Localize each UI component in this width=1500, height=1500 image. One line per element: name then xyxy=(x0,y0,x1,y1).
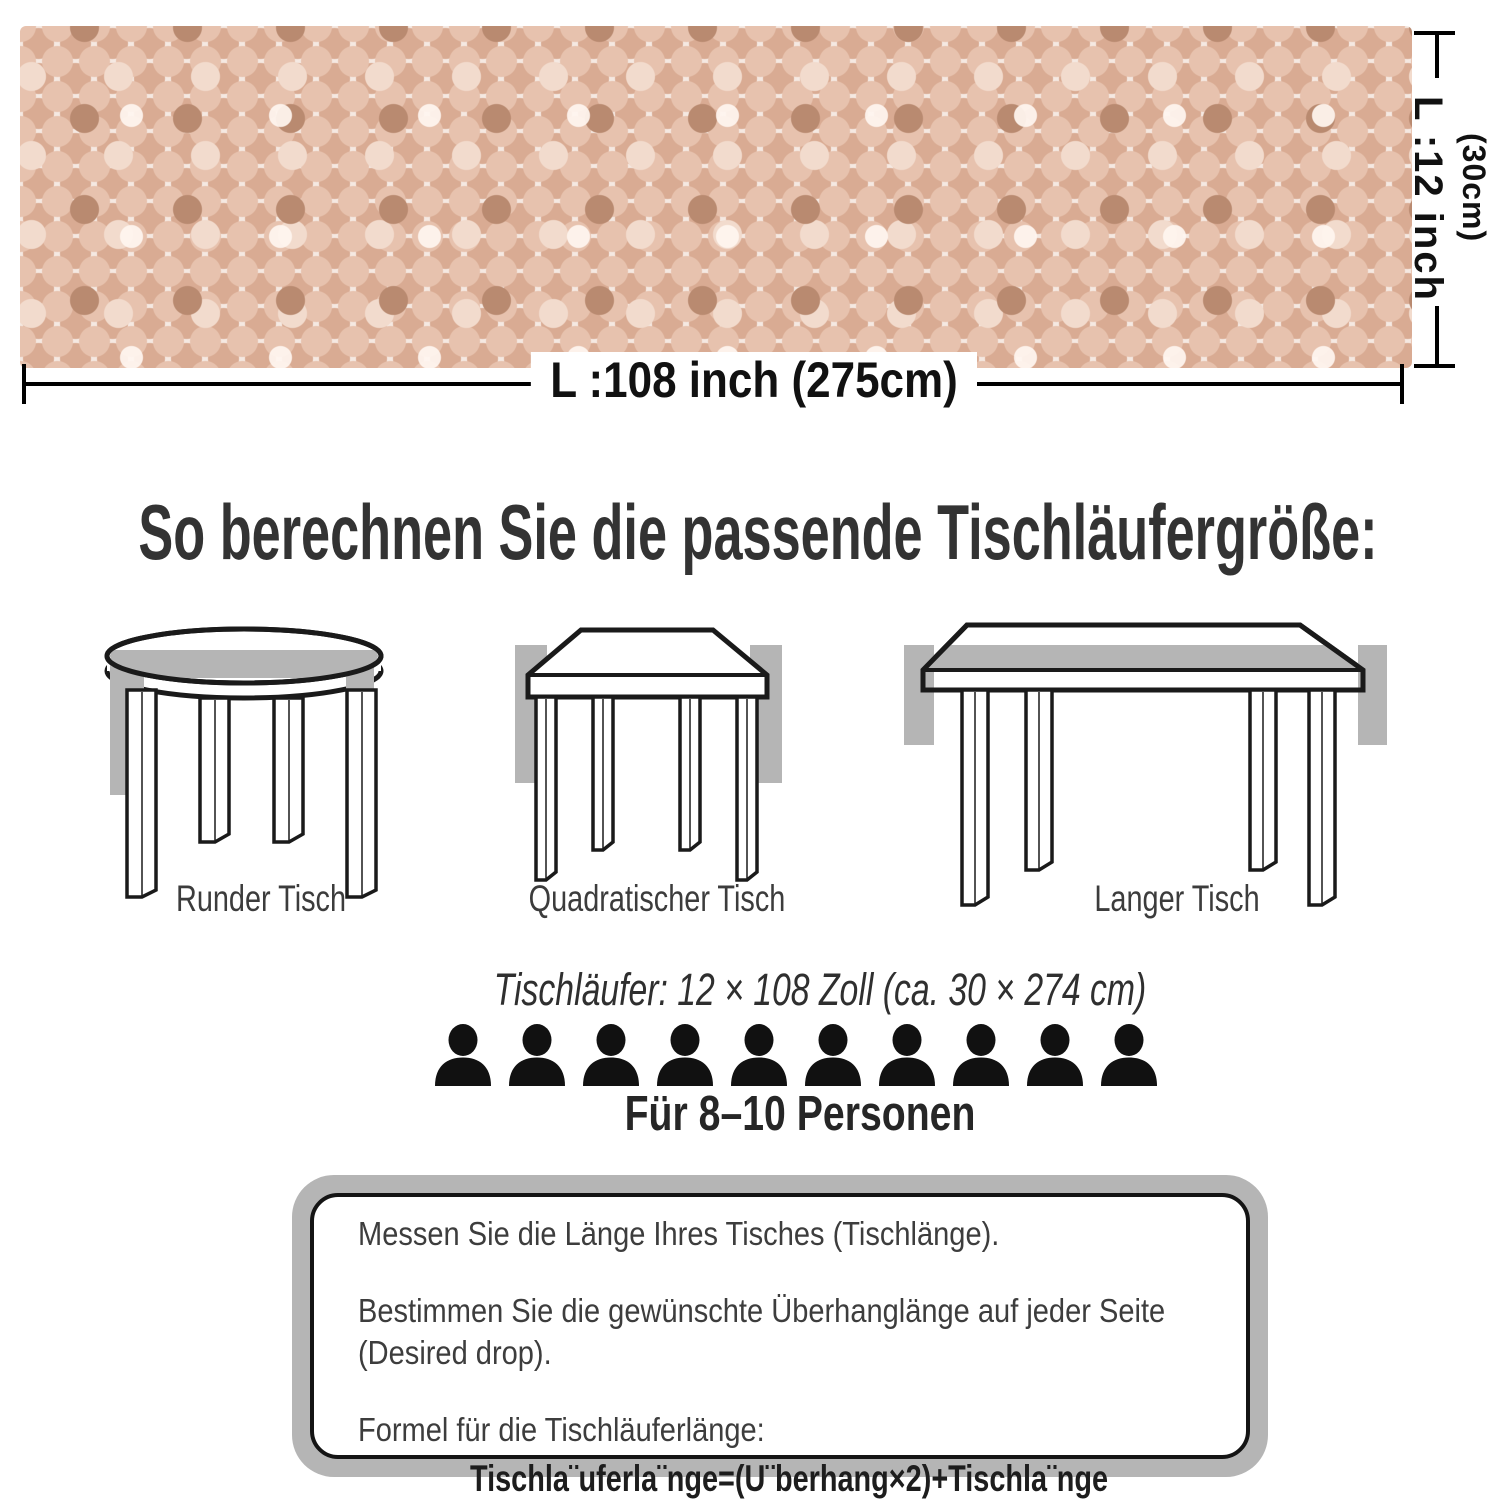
person-icon xyxy=(653,1024,717,1086)
long-table-label: Langer Tisch xyxy=(1094,878,1260,919)
instruction-step-2: Bestimmen Sie die gewünschte Überhanglänge auf jeder Seite (Desired drop). xyxy=(358,1292,1166,1371)
person-icon xyxy=(1023,1024,1087,1086)
capacity-label: Für 8–10 Personen xyxy=(624,1087,976,1141)
width-dimension-tick-right xyxy=(1400,364,1404,404)
height-dimension-label: L :12 inch xyxy=(1406,95,1450,302)
runner-size-note: Tischläufer: 12 × 108 Zoll (ca. 30 × 274 cm) xyxy=(493,964,1147,1015)
square-table-label: Quadratischer Tisch xyxy=(528,878,786,919)
person-icon xyxy=(949,1024,1013,1086)
person-icons-row xyxy=(431,1024,1161,1086)
instruction-step-3: Formel für die Tischläuferlänge: xyxy=(358,1410,765,1448)
height-dimension-tick-bottom xyxy=(1414,364,1455,368)
section-heading: So berechnen Sie die passende Tischläufergröße: xyxy=(138,488,1378,576)
square-table-figure xyxy=(490,612,790,912)
width-dimension-tick-left xyxy=(22,364,26,404)
instruction-step-1: Messen Sie die Länge Ihres Tisches (Tischlänge). xyxy=(358,1215,1000,1252)
round-table-label: Runder Tisch xyxy=(175,878,347,919)
person-icon xyxy=(1097,1024,1161,1086)
height-dimension-line-lower xyxy=(1435,306,1439,367)
sequin-runner-photo xyxy=(20,26,1412,368)
person-icon xyxy=(431,1024,495,1086)
height-dimension-line xyxy=(1435,31,1439,78)
long-table-figure xyxy=(875,612,1395,912)
height-dimension-tick-top xyxy=(1414,31,1455,35)
instruction-box xyxy=(292,1175,1268,1499)
instruction-box-inner xyxy=(310,1193,1250,1499)
width-dimension-label: L :108 inch (275cm) xyxy=(531,352,977,410)
person-icon xyxy=(505,1024,569,1086)
person-icon xyxy=(727,1024,791,1086)
round-table-figure xyxy=(70,612,470,912)
person-icon xyxy=(875,1024,939,1086)
person-icon xyxy=(579,1024,643,1086)
formula-text: Tischla¨uferla¨nge=(U¨berhang×2)+Tischla¨nge xyxy=(470,1458,1109,1499)
height-dimension-sublabel: (30cm) xyxy=(1456,133,1492,243)
person-icon xyxy=(801,1024,865,1086)
